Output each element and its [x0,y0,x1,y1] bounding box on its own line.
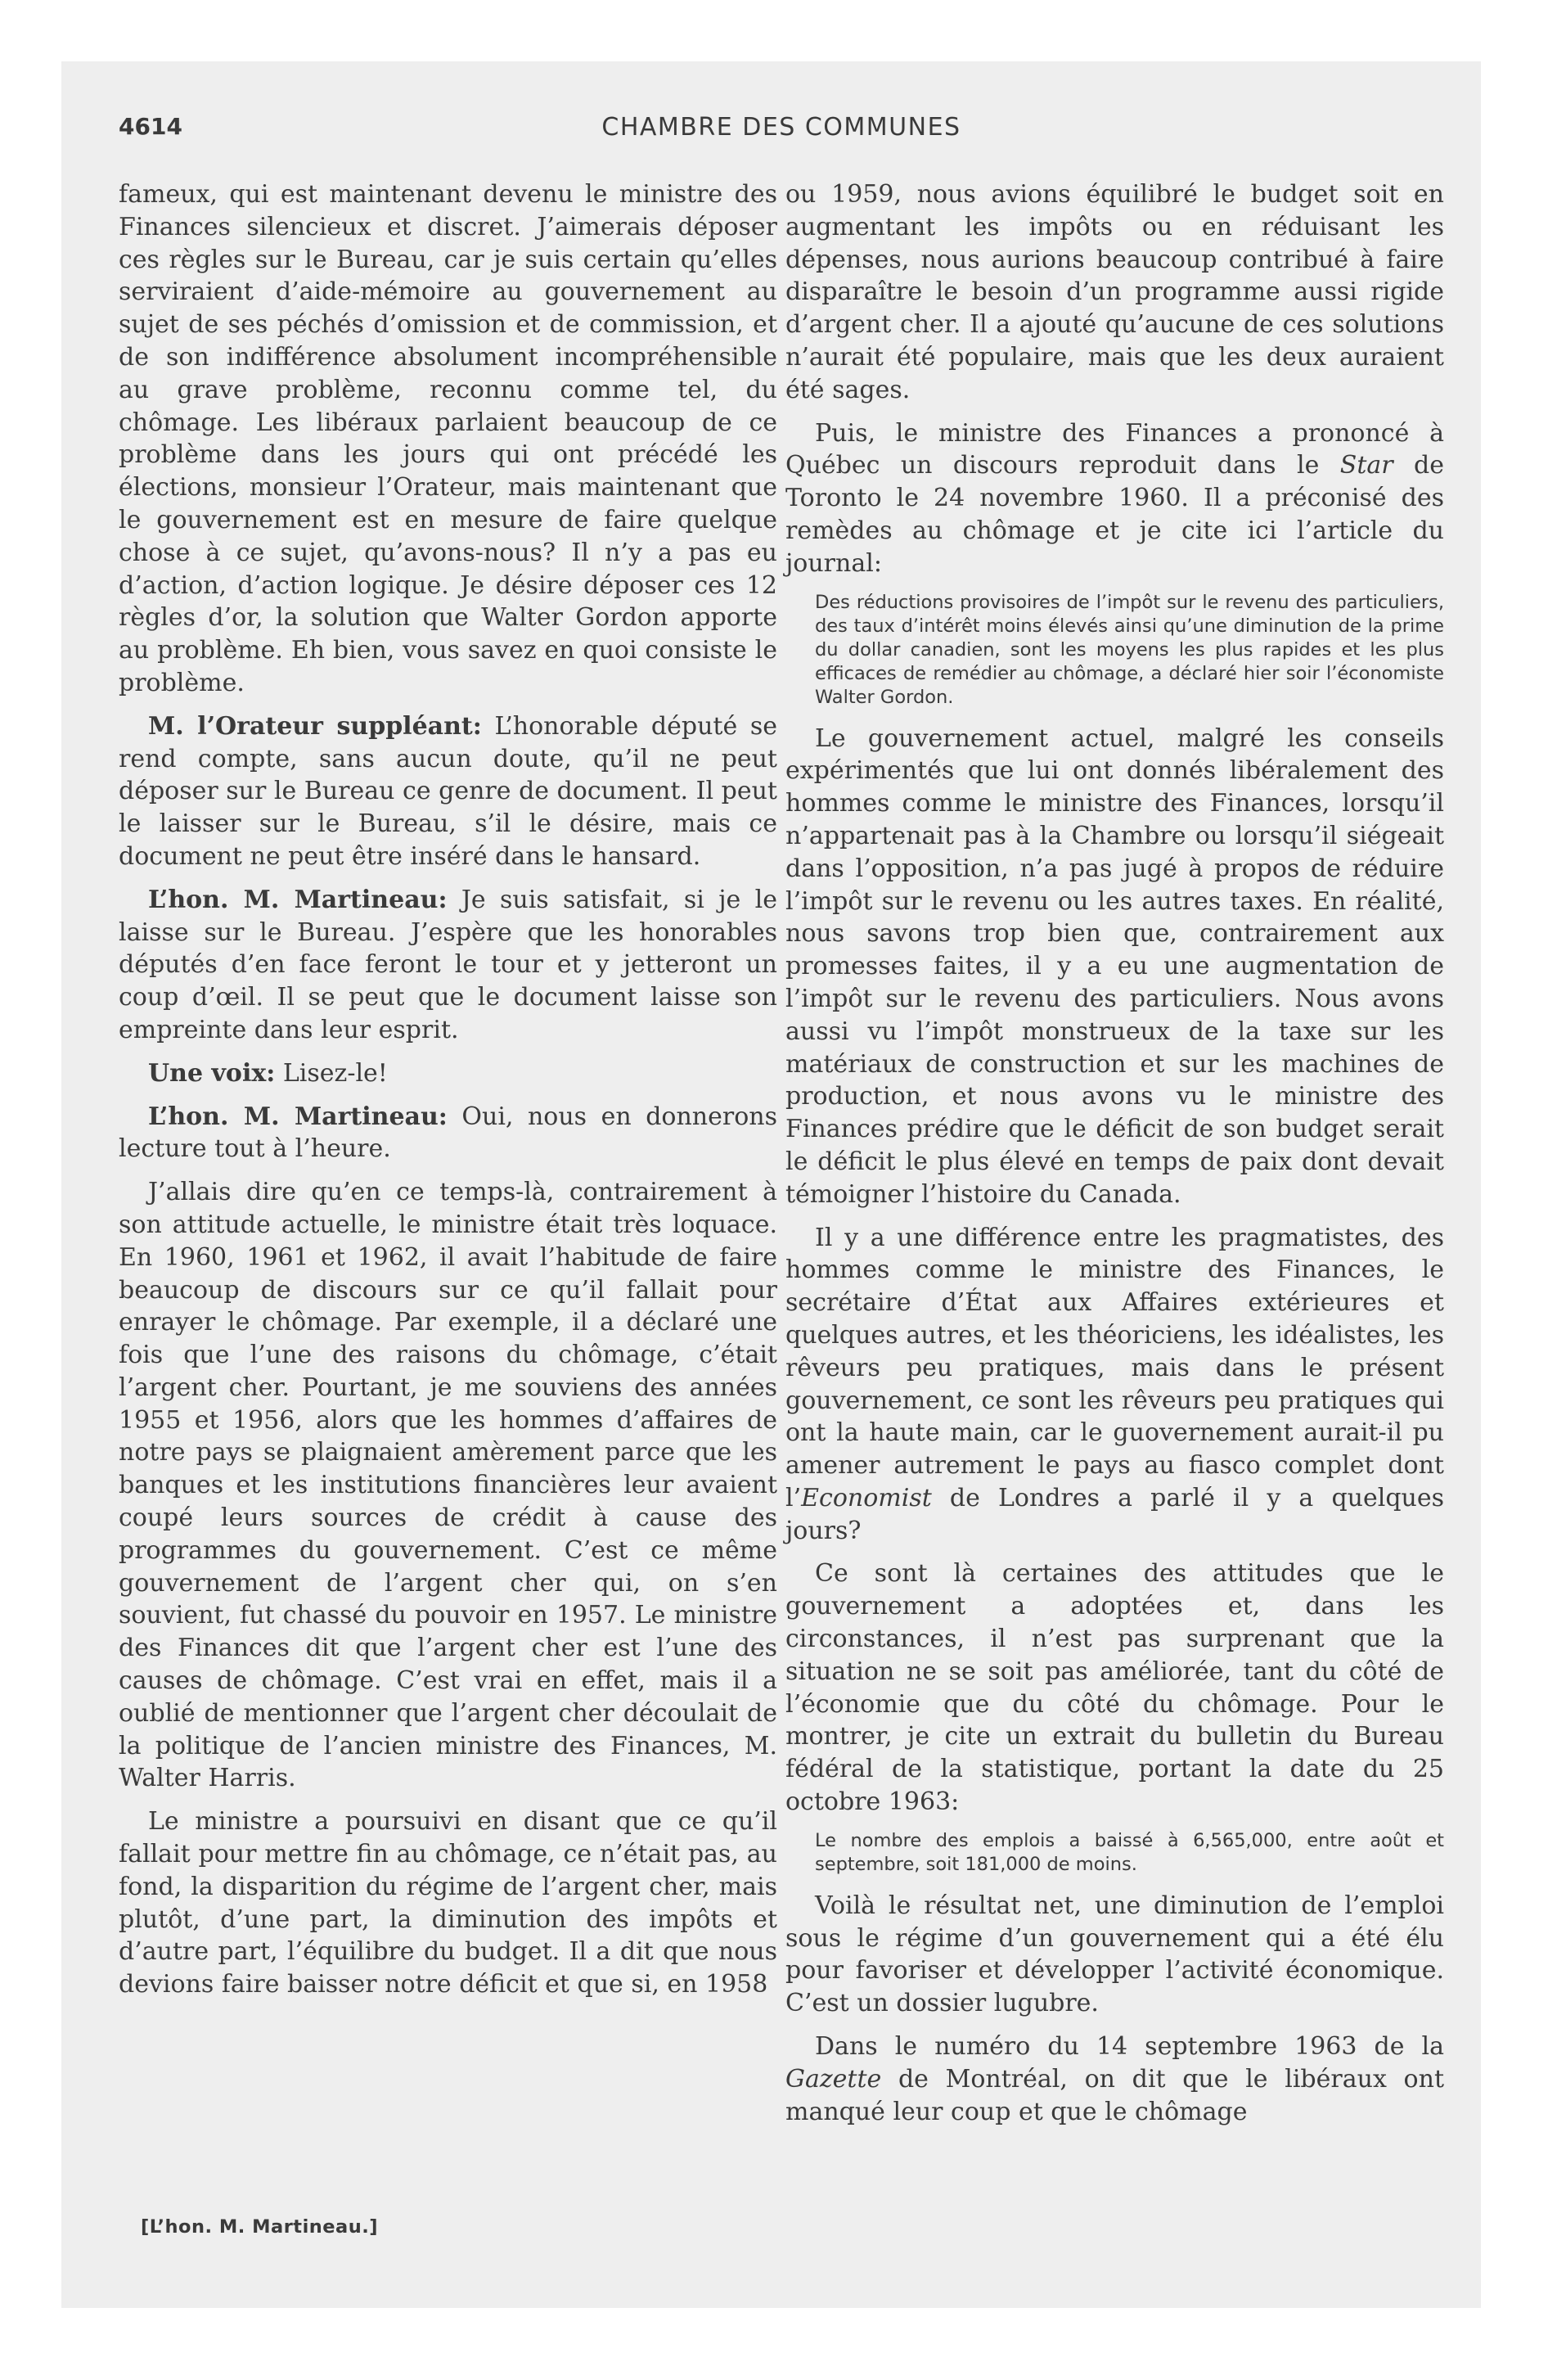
paragraph: Le gouvernement actuel, malgré les conseils expérimentés que lui ont donnés libéralement des hommes comme le ministre des Finances, lorsqu’il n’appartenait pas à la Chambre ou lorsqu’il siégeait dans l’opposition, n’a pas jugé à propos de réduire l’impôt sur le revenu ou les autres taxes. En réalité, nous savons trop bien que, contrairement aux promesses faites, il y a eu une augmentation de l’impôt sur le revenu des particuliers. Nous avons aussi vu l’impôt monstrueux de la taxe sur les matériaux de construction et sur les machines de production, et nous avons vu le ministre des Finances prédire que le déficit de son budget serait le déficit le plus élevé en temps de paix dont devait témoigner l’histoire du Canada. [785,723,1444,1209]
paragraph: Ce sont là certaines des attitudes que le gouvernement a adoptées et, dans les circonstances, il n’est pas surprenant que la situation ne se soit pas améliorée, tant du côté de l’économie que du côté du chômage. Pour le montrer, je cite un extrait du bulletin du Bureau fédéral de la statistique, portant la date du 25 octobre 1963: [785,1559,1444,1817]
block-quote: Des réductions provisoires de l’impôt sur le revenu des particuliers, des taux d’intérêt moins élevés ainsi qu’une diminution de la prime du dollar canadien, sont les moyens les plus rapides et les plus efficaces de remédier au chômage, a déclaré hier soir l’économiste Walter Gordon. [815,591,1444,708]
paragraph-text: Puis, le ministre des Finances a prononcé à Québec un discours reproduit dans le [785,418,1444,480]
page-number: 4614 [119,113,182,140]
paragraph [785,2031,1444,2128]
paragraph [785,417,1444,580]
speech-text: Oui, nous en donnerons lecture tout à l’heure. [119,1102,777,1164]
speaker-name: L’hon. M. Martineau: [148,1102,448,1131]
paragraph-text: de Londres a parlé il y a quelques jours? [785,1483,1444,1545]
speaker-name: M. l’Orateur suppléant: [148,711,482,741]
right-column [785,178,1444,2139]
speech-text: Je suis satisfait, si je le laisse sur le Bureau. J’espère que les honorables députés d’en face feront le tour et y jetteront un coup d’œil. Il se peut que le document laisse son empreinte dans leur esprit. [119,885,777,1044]
left-column [119,178,777,2012]
paragraph-text: Il y a une différence entre les pragmatistes, des hommes comme le ministre des Finances, le secrétaire d’État aux Affaires extérieures et quelques autres, et les théoriciens, les idéalistes, les rêveurs peu pratiques, mais dans le présent gouvernement, ce sont les rêveurs peu pratiques qui ont la haute main, car le guovernement aurait-il pu amener autrement le pays au fiasco complet dont l’ [785,1223,1444,1512]
paragraph-text: de Toronto le 24 novembre 1960. Il a préconisé des remèdes au chômage et je cite ici l’article du journal: [785,451,1445,578]
paragraph: fameux, qui est maintenant devenu le ministre des Finances silencieux et discret. J’aimerais déposer ces règles sur le Bureau, car je suis certain qu’elles serviraient d’aide-mémoire au gouvernement au sujet de ses péchés d’omission et de commission, et de son indifférence absolument incompréhensible au grave problème, reconnu comme tel, du chômage. Les libéraux parlaient beaucoup de ce problème dans les jours qui ont précédé les élections, monsieur l’Orateur, mais maintenant que le gouvernement est en mesure de faire quelque chose à ce sujet, qu’avons-nous? Il n’y a pas eu d’action, d’action logique. Je désire déposer ces 12 règles d’or, la solution que Walter Gordon apporte au problème. Eh bien, vous savez en quoi consiste le problème. [119,180,777,697]
paragraph-text: de Montréal, on dit que le libéraux ont manqué leur coup et que le chômage [785,2064,1444,2126]
paragraph: ou 1959, nous avions équilibré le budget soit en augmentant les impôts ou en réduisant les dépenses, nous aurions beaucoup contribué à faire disparaître le besoin d’un programme aussi rigide d’argent cher. Il a ajouté qu’aucune de ces solutions n’aurait été populaire, mais que les deux auraient été sages. [785,180,1444,404]
newspaper-title: Gazette [785,2064,882,2094]
paragraph: Voilà le résultat net, une diminution de l’emploi sous le régime d’un gouvernement qui a été élu pour favoriser et développer l’activité économique. C’est un dossier lugubre. [785,1891,1444,2018]
speaker-name: Une voix: [148,1058,276,1088]
paragraph-text: Dans le numéro du 14 septembre 1963 de la [815,2032,1444,2062]
newspaper-title: Star [1339,451,1393,480]
running-title: CHAMBRE DES COMMUNES [601,113,961,142]
paragraph: J’allais dire qu’en ce temps-là, contrairement à son attitude actuelle, le ministre était très loquace. En 1960, 1961 et 1962, il avait l’habitude de faire beaucoup de discours sur ce qu’il fallait pour enrayer le chômage. Par exemple, il a déclaré une fois que l’une des raisons du chômage, c’était l’argent cher. Pourtant, je me souviens des années 1955 et 1956, alors que les hommes d’affaires de notre pays se plaignaient amèrement parce que les banques et les institutions financières leur avaient coupé leurs sources de crédit à cause des programmes du gouvernement. C’est ce même gouvernement de l’argent cher qui, on s’en souvient, fut chassé du pouvoir en 1957. Le ministre des Finances dit que l’argent cher est l’une des causes de chômage. C’est vrai en effet, mais il a oublié de mentionner que l’argent cher découlait de la politique de l’ancien ministre des Finances, M. Walter Harris. [119,1178,777,1793]
speech-text: L’honorable député se rend compte, sans aucun doute, qu’il ne peut déposer sur le Bureau ce genre de document. Il peut le laisser sur le Bureau, s’il le désire, mais ce document ne peut être inséré dans le hansard. [119,711,777,871]
newspaper-title: Economist [801,1483,932,1512]
speaker-name: L’hon. M. Martineau: [148,885,448,914]
page-header [119,113,1444,154]
paragraph [119,1057,777,1090]
paragraph [785,1222,1444,1548]
paragraph [119,884,777,1047]
speaker-footer: [L’hon. M. Martineau.] [141,2216,379,2238]
paragraph [119,1101,777,1166]
speech-text: Lisez-le! [275,1058,388,1088]
block-quote: Le nombre des emplois a baissé à 6,565,000, entre août et septembre, soit 181,000 de moins. [815,1829,1444,1875]
paragraph: Le ministre a poursuivi en disant que ce qu’il fallait pour mettre fin au chômage, ce n’était pas, au fond, la disparition du régime de l’argent cher, mais plutôt, d’une part, la diminution des impôts et d’autre part, l’équilibre du budget. Il a dit que nous devions faire baisser notre déficit et que si, en 1958 [119,1807,777,1999]
paragraph [119,710,777,873]
